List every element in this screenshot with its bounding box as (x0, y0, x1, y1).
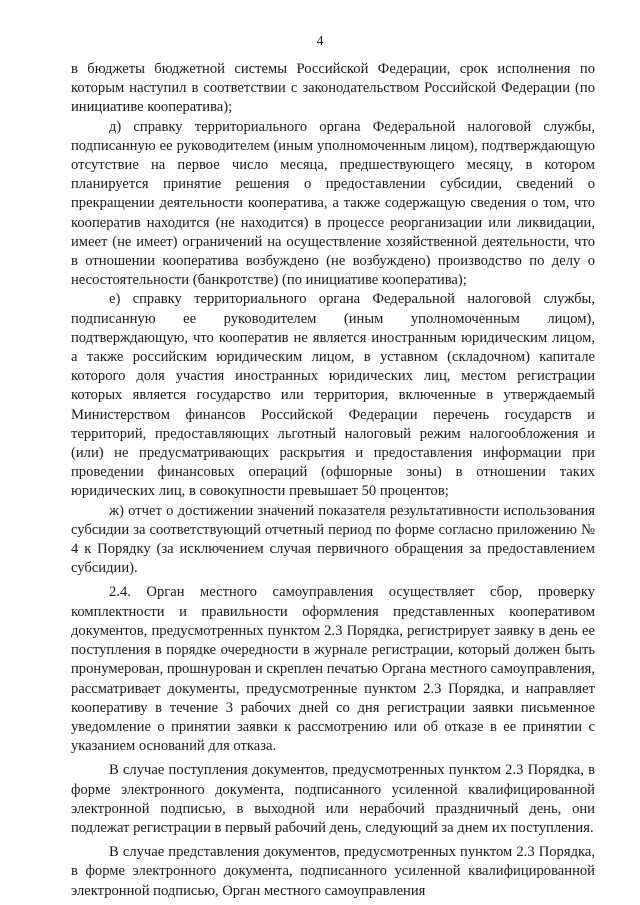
document-body (71, 60, 595, 901)
paragraph-2-4: 2.4. Орган местного самоуправления осуществляет сбор, проверку комплектности и правильности оформления представленных кооперативом документов, предусмотренных пунктом 2.3 Порядка, регистрирует заявку в день ее поступления в порядке очередности в журнале регистрации, который должен быть пронумерован, прошнурован и скреплен печатью Органа местного самоуправления, рассматривает документы, предусмотренные пунктом 2.3 Порядка, и направляет кооперативу в течение 3 рабочих дней со дня регистрации заявки письменное уведомление о принятии заявки к рассмотрению или об отказе в ее принятии с указанием оснований для отказа. (71, 584, 595, 755)
paragraph-item-d: д) справку территориального органа Федеральной налоговой службы, подписанную ее руководителем (иным уполномоченным лицом), подтверждающую отсутствие на первое число месяца, предшествующего месяцу, в котором планируется принятие решения о предоставлении субсидии, сведений о прекращении деятельности кооператива, а также содержащую сведения о том, что кооператив находится (не находится) в процессе реорганизации или ликвидации, имеет (не имеет) ограничений на осуществление хозяйственной деятельности, что в отношении кооператива возбуждено (не возбуждено) производство по делу о несостоятельности (банкротстве) (по инициативе кооператива); (71, 118, 595, 289)
paragraph-electronic-holiday: В случае поступления документов, предусмотренных пунктом 2.3 Порядка, в форме электронного документа, подписанного усиленной квалифицированной электронной подписью, в выходной или нерабочий праздничный день, они подлежат регистрации в первый рабочий день, следующий за днем их поступления. (71, 762, 595, 836)
paragraph-continuation: в бюджеты бюджетной системы Российской Федерации, срок исполнения по которым наступил в соответствии с законодательством Российской Федерации (по инициативе кооператива); (71, 61, 595, 116)
paragraph-item-e: е) справку территориального органа Федеральной налоговой службы, подписанную ее руководителем (иным уполномоченным лицом), подтверждающую, что кооператив не является иностранным юридическим лицом, а также российским юридическим лицом, в уставном (складочном) капитале которого доля участия иностранных юридических лиц, местом регистрации которых является государство или территория, включенные в утверждаемый Министерством финансов Российской Федерации перечень государств и территорий, предоставляющих льготный налоговый режим налогообложения и (или) не предусматривающих раскрытия и предоставления информации при проведении финансовых операций (офшорные зоны) в отношении таких юридических лиц, в совокупности превышает 50 процентов; (71, 291, 595, 500)
paragraph-item-zh: ж) отчет о достижении значений показателя результативности использования субсидии за соответствующий отчетный период по форме согласно приложению № 4 к Порядку (за исключением случая первичного обращения за предоставлением субсидии). (71, 502, 595, 577)
page-number: 4 (316, 34, 324, 49)
paragraph-electronic-submission: В случае представления документов, предусмотренных пунктом 2.3 Порядка, в форме электронного документа, подписанного усиленной квалифицированной электронной подписью, Орган местного самоуправления (71, 844, 595, 899)
